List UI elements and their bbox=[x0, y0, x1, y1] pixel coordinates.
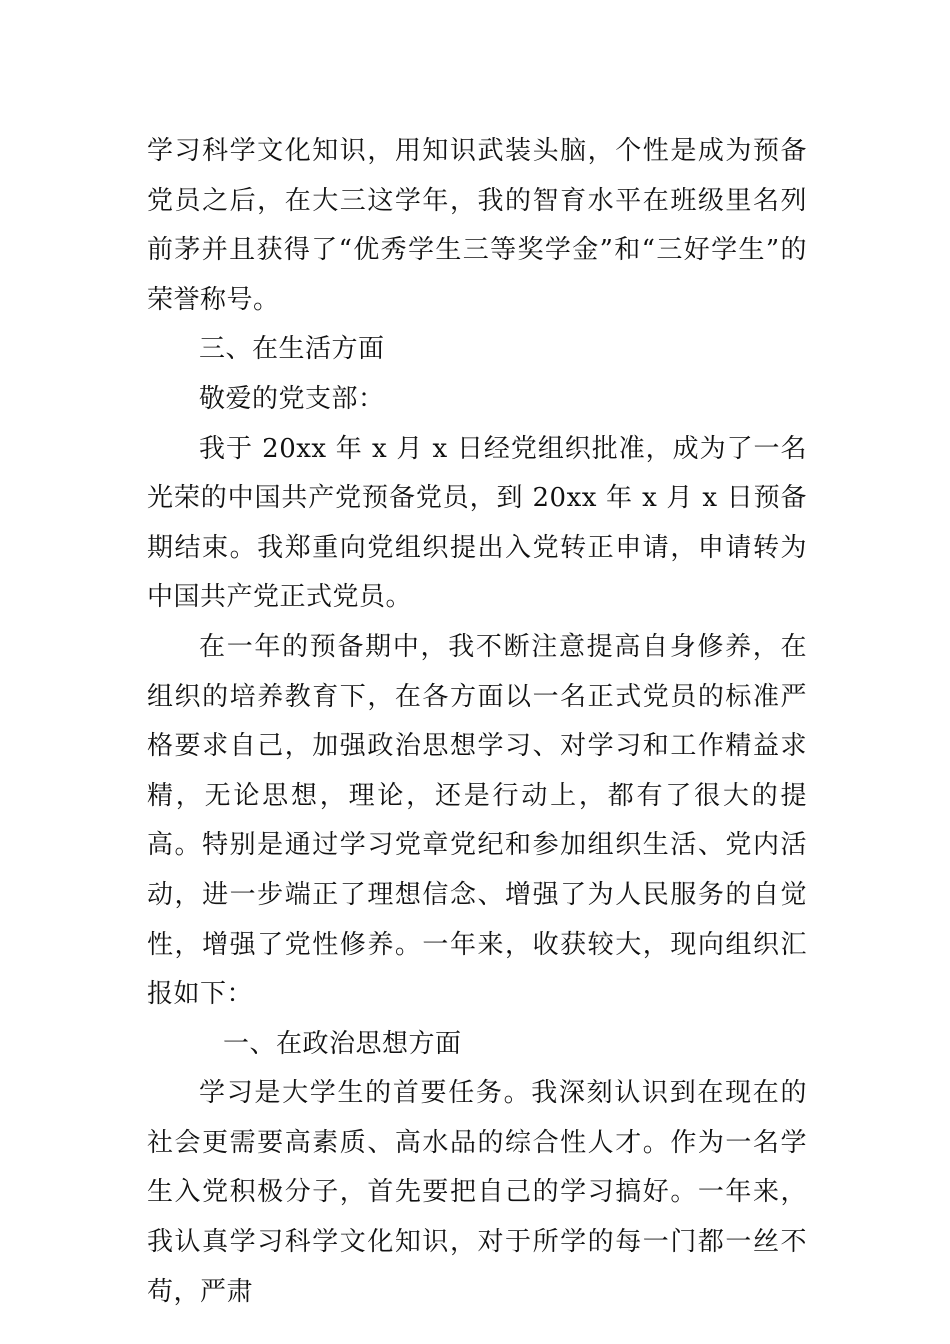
salutation: 敬爱的党支部： bbox=[199, 383, 385, 414]
section-heading-life: 三、在生活方面 bbox=[199, 334, 385, 365]
paragraph-continuation: 学习科学文化知识，用知识武装头脑，个性是成为预备党员之后，在大三这学年，我的智育水平在班级里名列前茅并且获得了“优秀学生三等奖学金”和“三好学生”的荣誉称号。 bbox=[147, 136, 807, 315]
paragraph-study: 学习是大学生的首要任务。我深刻认识到在现在的社会更需要高素质、高水品的综合性人才。作为一名学生入党积极分子，首先要把自己的学习搞好。一年来，我认真学习科学文化知识，对于所学的每一门都一丝不苟，严肃 bbox=[147, 1078, 807, 1307]
paragraph-probation-summary: 在一年的预备期中，我不断注意提高自身修养，在组织的培养教育下，在各方面以一名正式党员的标准严格要求自己，加强政治思想学习、对学习和工作精益求精，无论思想，理论，还是行动上，都有了很大的提高。特别是通过学习党章党纪和参加组织生活、党内活动，进一步端正了理想信念、增强了为人民服务的自觉性，增强了党性修养。一年来，收获较大，现向组织汇报如下： bbox=[147, 631, 807, 1010]
document-body bbox=[147, 127, 807, 1317]
section-heading-political: 一、在政治思想方面 bbox=[223, 1028, 462, 1059]
paragraph-application: 我于 20xx 年 x 月 x 日经党组织批准，成为了一名光荣的中国共产党预备党员，到 20xx 年 x 月 x 日预备期结束。我郑重向党组织提出入党转正申请，申请转为中国共产党正式党员。 bbox=[147, 433, 807, 613]
